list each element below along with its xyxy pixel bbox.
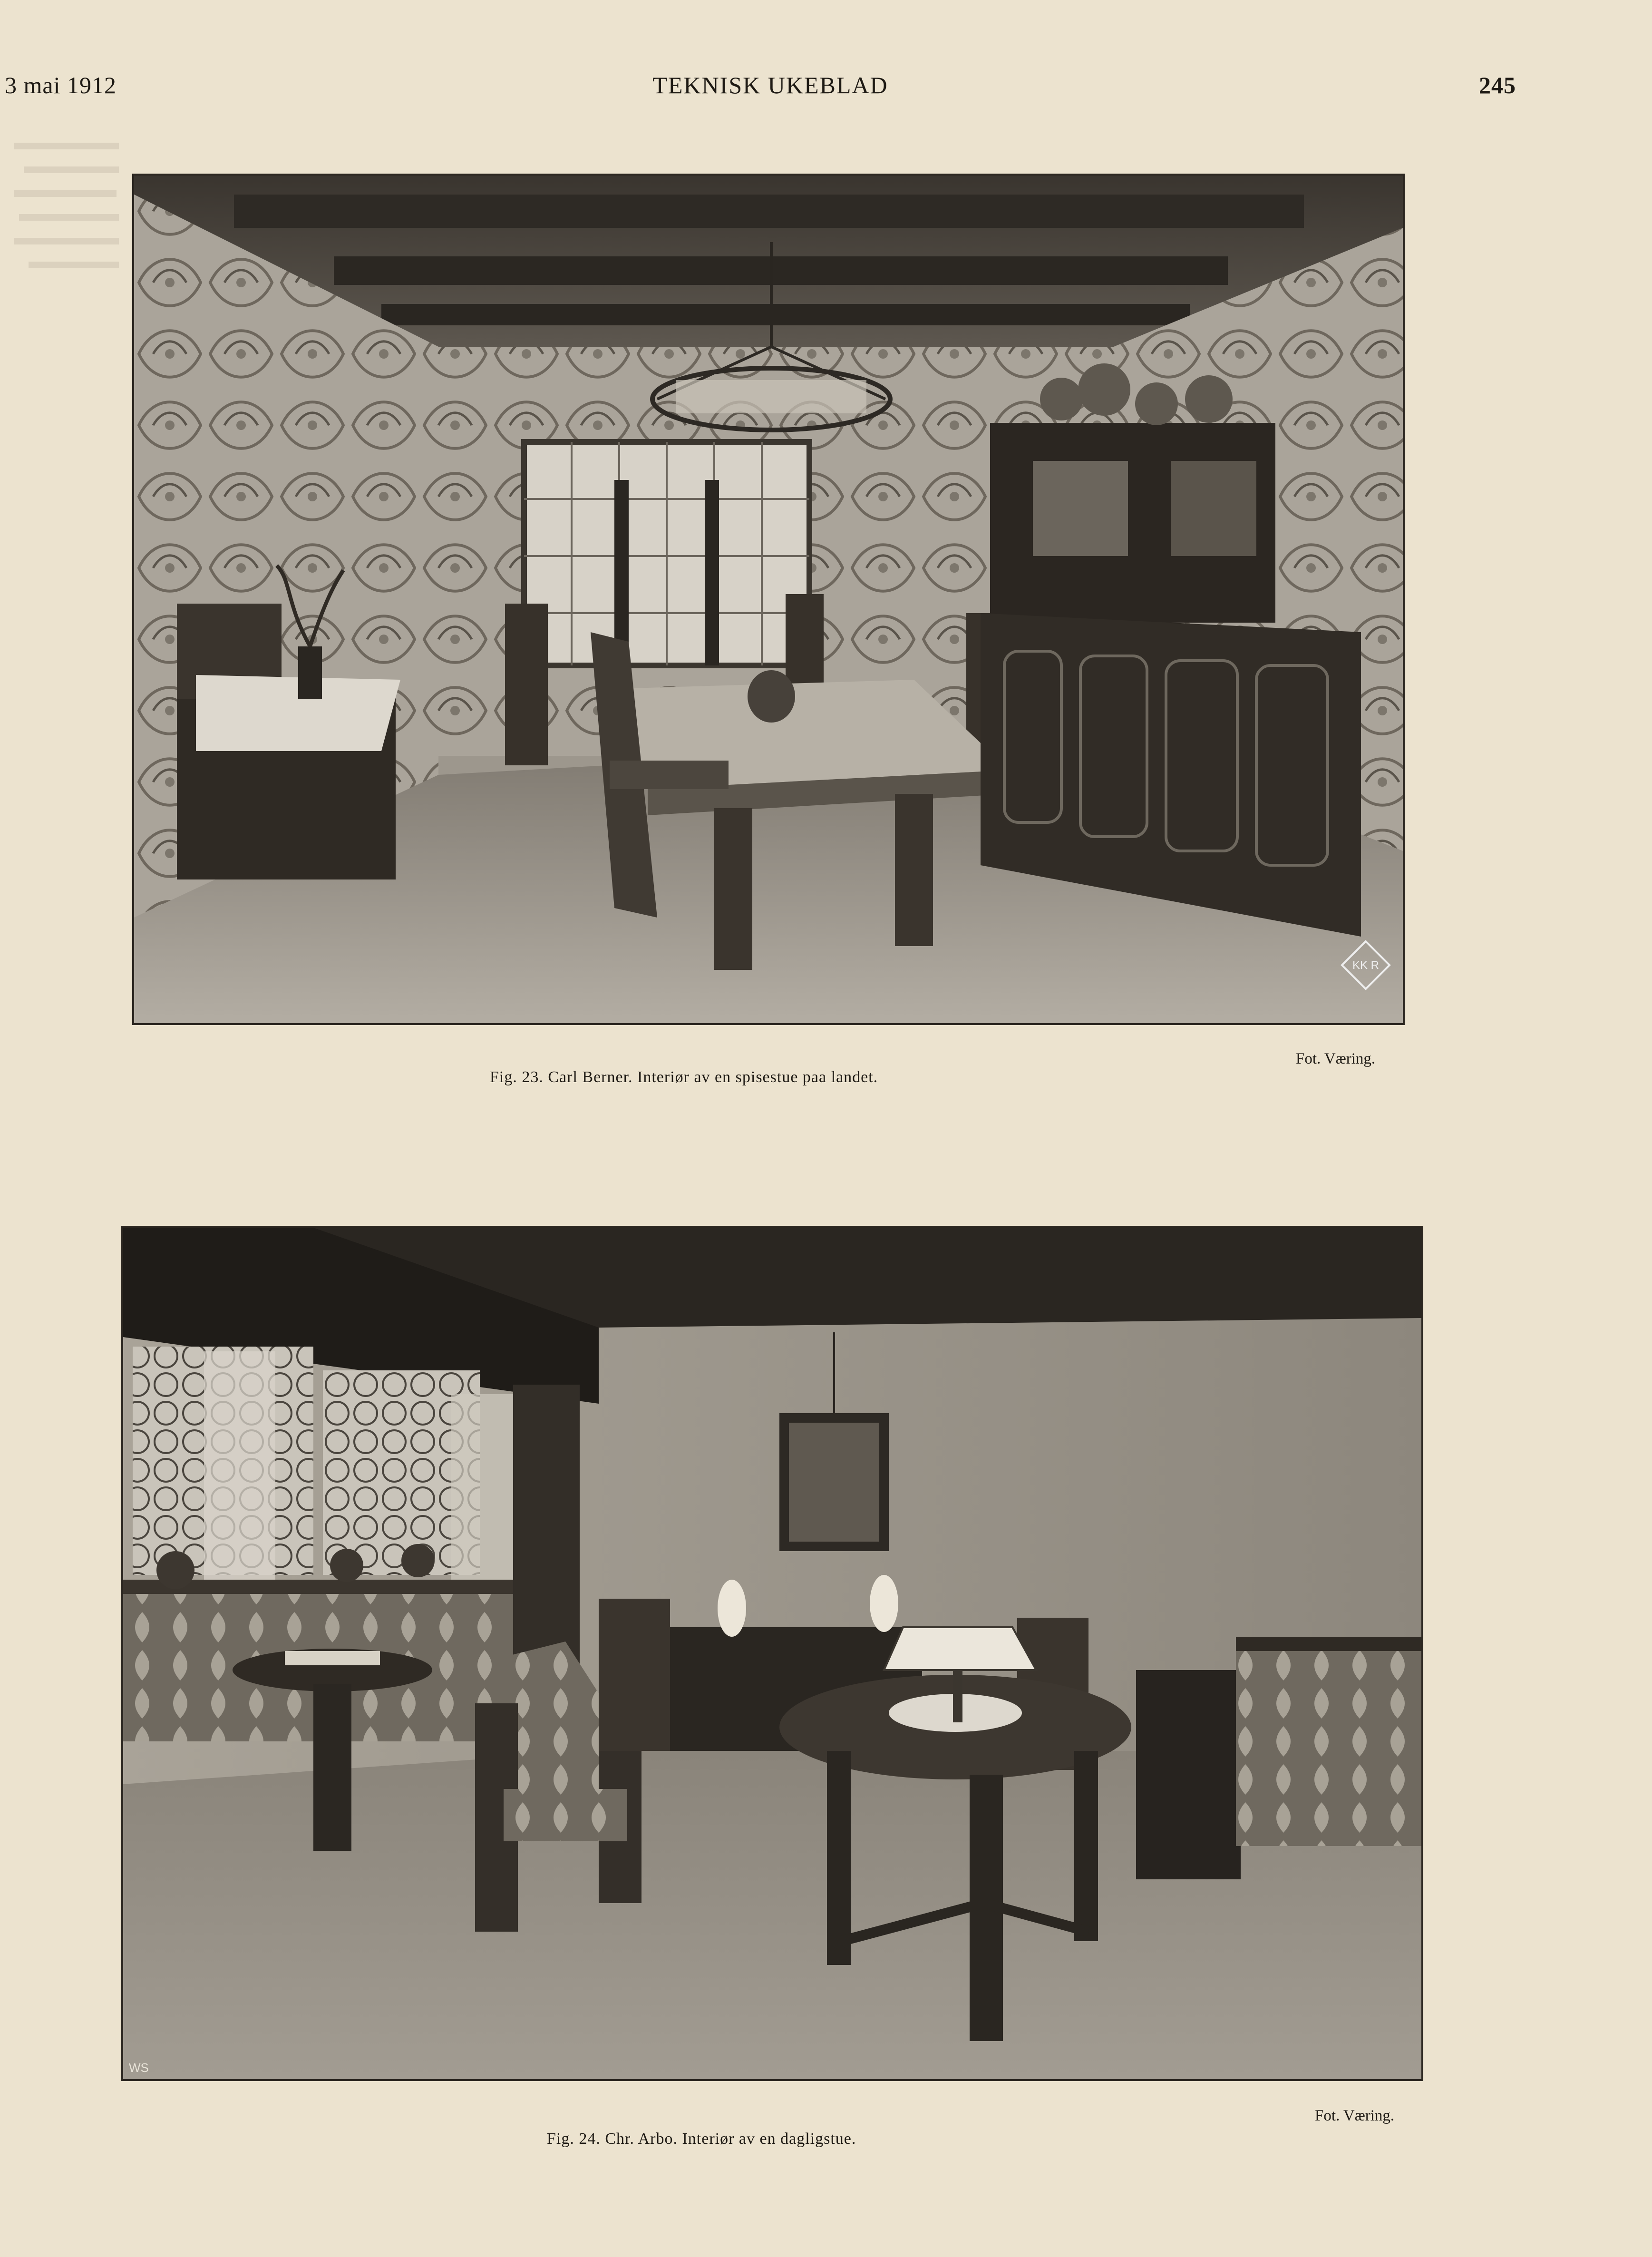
- publication-title: TEKNISK UKEBLAD: [652, 72, 888, 98]
- living-room-illustration: [123, 1228, 1421, 2079]
- bleed-through-lines: [10, 138, 128, 2136]
- page-number: 245: [1479, 72, 1516, 98]
- figure-24-caption: Fig. 24. Chr. Arbo. Interiør av en dagligstue.: [547, 2130, 856, 2148]
- bleed-through-left: [10, 138, 128, 2136]
- figure-24-credit: Fot. Væring.: [1315, 2107, 1395, 2124]
- issue-date: 3 mai 1912: [5, 72, 117, 98]
- monogram-ws: WS: [129, 2061, 149, 2075]
- figure-23-caption: Fig. 23. Carl Berner. Interiør av en spisestue paa landet.: [490, 1068, 878, 1086]
- figure-23-credit: Fot. Væring.: [1296, 1050, 1376, 1067]
- photo-dining-room: [132, 174, 1405, 1025]
- monogram-text: KK R: [1352, 959, 1380, 972]
- photo-living-room: [121, 1226, 1423, 2081]
- dining-room-illustration: [134, 176, 1403, 1023]
